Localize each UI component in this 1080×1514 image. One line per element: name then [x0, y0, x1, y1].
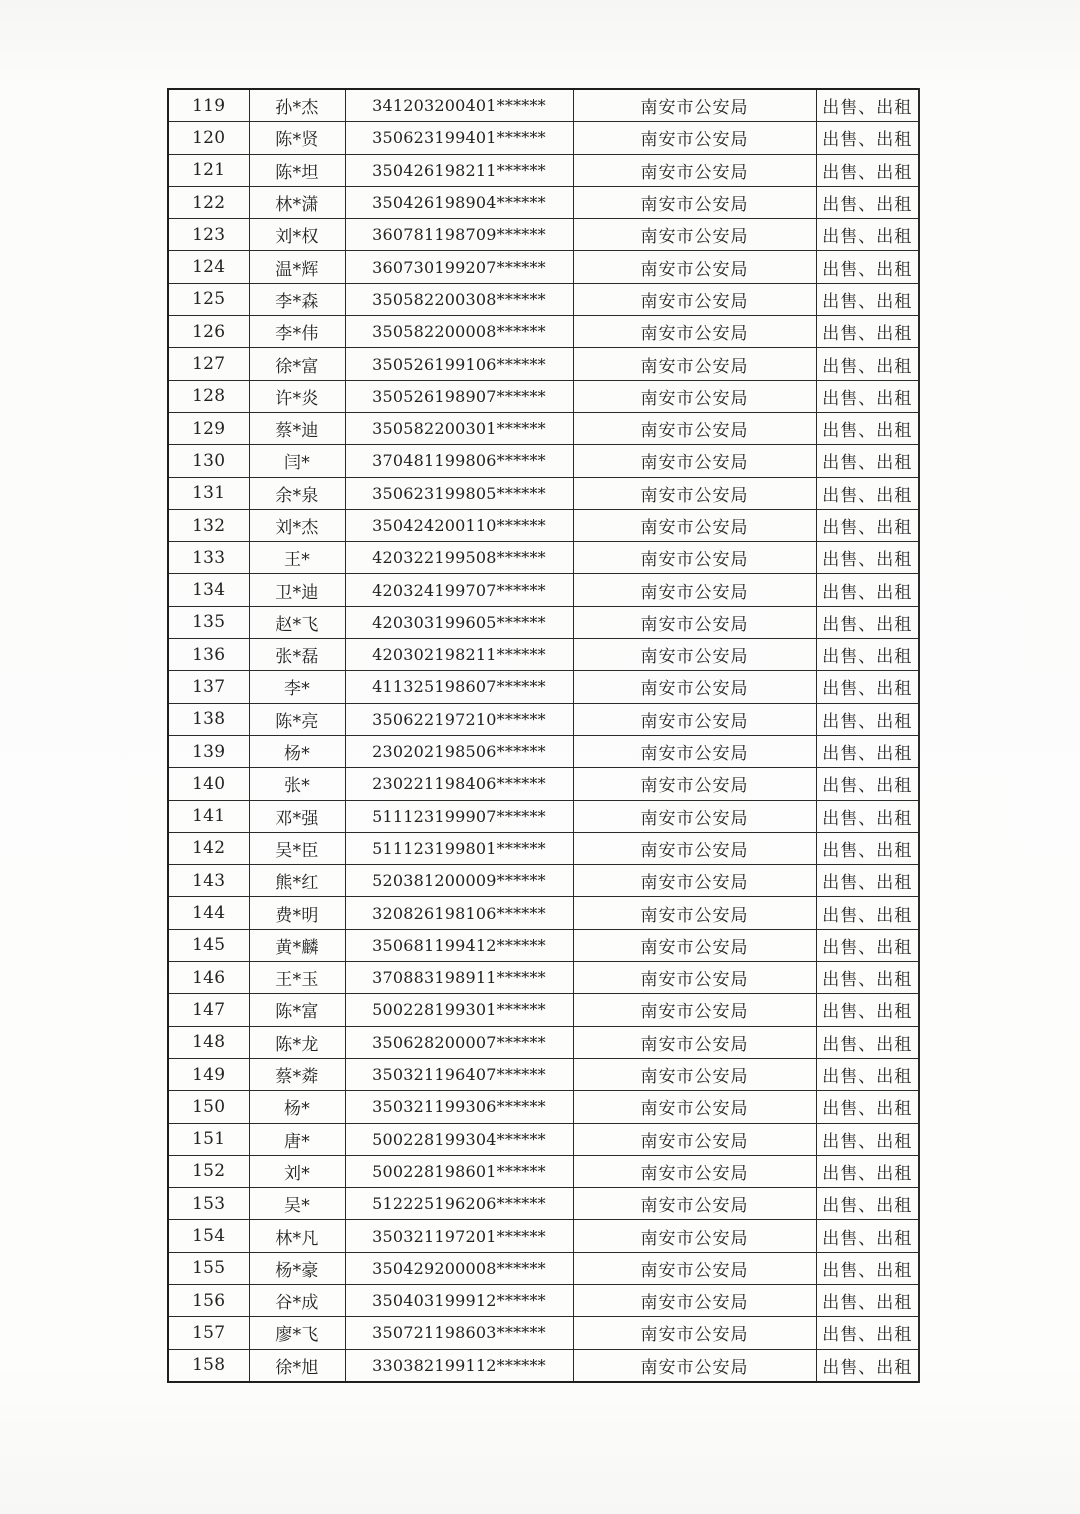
organization-cell: 南安市公安局 — [573, 348, 816, 380]
organization-cell: 南安市公安局 — [573, 897, 816, 929]
violation-type-cell: 出售、出租 — [816, 703, 919, 735]
organization-cell: 南安市公安局 — [573, 1091, 816, 1123]
id-number-cell: 420302198211****** — [345, 639, 573, 671]
organization-cell: 南安市公安局 — [573, 251, 816, 283]
table-row — [168, 542, 919, 574]
table-row — [168, 1317, 919, 1349]
table-row — [168, 1026, 919, 1058]
name-cell: 唐* — [249, 1123, 345, 1155]
organization-cell: 南安市公安局 — [573, 316, 816, 348]
table-row — [168, 186, 919, 218]
row-number-cell: 149 — [168, 1058, 249, 1090]
violation-type-cell: 出售、出租 — [816, 768, 919, 800]
table-row — [168, 994, 919, 1026]
row-number-cell: 158 — [168, 1349, 249, 1382]
name-cell: 邓*强 — [249, 800, 345, 832]
violation-type-cell: 出售、出租 — [816, 1220, 919, 1252]
name-cell: 廖*飞 — [249, 1317, 345, 1349]
id-number-cell: 350681199412****** — [345, 929, 573, 961]
violation-type-cell: 出售、出租 — [816, 606, 919, 638]
id-number-cell: 500228198601****** — [345, 1155, 573, 1187]
row-number-cell: 133 — [168, 542, 249, 574]
table-row — [168, 509, 919, 541]
row-number-cell: 145 — [168, 929, 249, 961]
violation-type-cell: 出售、出租 — [816, 122, 919, 154]
id-number-cell: 341203200401****** — [345, 89, 573, 122]
organization-cell: 南安市公安局 — [573, 122, 816, 154]
violation-type-cell: 出售、出租 — [816, 542, 919, 574]
table-row — [168, 671, 919, 703]
name-cell: 蔡*迪 — [249, 412, 345, 444]
table-row — [168, 800, 919, 832]
name-cell: 费*明 — [249, 897, 345, 929]
row-number-cell: 124 — [168, 251, 249, 283]
name-cell: 刘*杰 — [249, 509, 345, 541]
violation-type-cell: 出售、出租 — [816, 800, 919, 832]
table-row — [168, 703, 919, 735]
violation-type-cell: 出售、出租 — [816, 639, 919, 671]
row-number-cell: 156 — [168, 1284, 249, 1316]
id-number-cell: 500228199304****** — [345, 1123, 573, 1155]
row-number-cell: 146 — [168, 962, 249, 994]
name-cell: 徐*旭 — [249, 1349, 345, 1382]
id-number-cell: 350321196407****** — [345, 1058, 573, 1090]
violation-type-cell: 出售、出租 — [816, 671, 919, 703]
name-cell: 陈*富 — [249, 994, 345, 1026]
name-cell: 赵*飞 — [249, 606, 345, 638]
table-row — [168, 1058, 919, 1090]
organization-cell: 南安市公安局 — [573, 994, 816, 1026]
name-cell: 杨*豪 — [249, 1252, 345, 1284]
id-number-cell: 511123199801****** — [345, 832, 573, 864]
table-row — [168, 639, 919, 671]
table-row — [168, 283, 919, 315]
organization-cell: 南安市公安局 — [573, 1349, 816, 1382]
row-number-cell: 127 — [168, 348, 249, 380]
violation-type-cell: 出售、出租 — [816, 348, 919, 380]
violation-type-cell: 出售、出租 — [816, 962, 919, 994]
row-number-cell: 125 — [168, 283, 249, 315]
row-number-cell: 140 — [168, 768, 249, 800]
name-cell: 张*磊 — [249, 639, 345, 671]
id-number-cell: 350623199805****** — [345, 477, 573, 509]
id-number-cell: 350628200007****** — [345, 1026, 573, 1058]
violation-type-cell: 出售、出租 — [816, 994, 919, 1026]
row-number-cell: 154 — [168, 1220, 249, 1252]
violation-type-cell: 出售、出租 — [816, 1349, 919, 1382]
organization-cell: 南安市公安局 — [573, 1284, 816, 1316]
name-cell: 孙*杰 — [249, 89, 345, 122]
violation-type-cell: 出售、出租 — [816, 865, 919, 897]
table-row — [168, 445, 919, 477]
violation-type-cell: 出售、出租 — [816, 1252, 919, 1284]
name-cell: 许*炎 — [249, 380, 345, 412]
row-number-cell: 120 — [168, 122, 249, 154]
violation-type-cell: 出售、出租 — [816, 316, 919, 348]
organization-cell: 南安市公安局 — [573, 929, 816, 961]
name-cell: 闫* — [249, 445, 345, 477]
record-table-container — [167, 88, 918, 1383]
id-number-cell: 411325198607****** — [345, 671, 573, 703]
id-number-cell: 360730199207****** — [345, 251, 573, 283]
organization-cell: 南安市公安局 — [573, 186, 816, 218]
violation-type-cell: 出售、出租 — [816, 897, 919, 929]
row-number-cell: 142 — [168, 832, 249, 864]
organization-cell: 南安市公安局 — [573, 606, 816, 638]
organization-cell: 南安市公安局 — [573, 477, 816, 509]
name-cell: 陈*坦 — [249, 154, 345, 186]
row-number-cell: 135 — [168, 606, 249, 638]
organization-cell: 南安市公安局 — [573, 1155, 816, 1187]
id-number-cell: 350582200308****** — [345, 283, 573, 315]
violation-type-cell: 出售、出租 — [816, 1155, 919, 1187]
row-number-cell: 147 — [168, 994, 249, 1026]
row-number-cell: 152 — [168, 1155, 249, 1187]
row-number-cell: 119 — [168, 89, 249, 122]
organization-cell: 南安市公安局 — [573, 219, 816, 251]
violation-type-cell: 出售、出租 — [816, 735, 919, 767]
id-number-cell: 370481199806****** — [345, 445, 573, 477]
table-row — [168, 251, 919, 283]
name-cell: 温*辉 — [249, 251, 345, 283]
row-number-cell: 137 — [168, 671, 249, 703]
id-number-cell: 350622197210****** — [345, 703, 573, 735]
name-cell: 卫*迪 — [249, 574, 345, 606]
table-row — [168, 89, 919, 122]
organization-cell: 南安市公安局 — [573, 542, 816, 574]
record-table-body — [168, 89, 919, 1382]
name-cell: 吴*臣 — [249, 832, 345, 864]
table-row — [168, 962, 919, 994]
violation-type-cell: 出售、出租 — [816, 1284, 919, 1316]
organization-cell: 南安市公安局 — [573, 380, 816, 412]
row-number-cell: 129 — [168, 412, 249, 444]
organization-cell: 南安市公安局 — [573, 1252, 816, 1284]
id-number-cell: 350424200110****** — [345, 509, 573, 541]
id-number-cell: 230202198506****** — [345, 735, 573, 767]
id-number-cell: 512225196206****** — [345, 1188, 573, 1220]
id-number-cell: 370883198911****** — [345, 962, 573, 994]
violation-type-cell: 出售、出租 — [816, 89, 919, 122]
violation-type-cell: 出售、出租 — [816, 380, 919, 412]
table-row — [168, 929, 919, 961]
id-number-cell: 350526199106****** — [345, 348, 573, 380]
id-number-cell: 420322199508****** — [345, 542, 573, 574]
violation-type-cell: 出售、出租 — [816, 1317, 919, 1349]
violation-type-cell: 出售、出租 — [816, 1188, 919, 1220]
violation-type-cell: 出售、出租 — [816, 1058, 919, 1090]
table-row — [168, 219, 919, 251]
row-number-cell: 138 — [168, 703, 249, 735]
name-cell: 李* — [249, 671, 345, 703]
row-number-cell: 136 — [168, 639, 249, 671]
name-cell: 李*伟 — [249, 316, 345, 348]
id-number-cell: 350429200008****** — [345, 1252, 573, 1284]
violation-type-cell: 出售、出租 — [816, 219, 919, 251]
table-row — [168, 768, 919, 800]
id-number-cell: 350403199912****** — [345, 1284, 573, 1316]
organization-cell: 南安市公安局 — [573, 735, 816, 767]
name-cell: 刘* — [249, 1155, 345, 1187]
table-row — [168, 865, 919, 897]
violation-type-cell: 出售、出租 — [816, 477, 919, 509]
name-cell: 熊*红 — [249, 865, 345, 897]
violation-type-cell: 出售、出租 — [816, 1123, 919, 1155]
organization-cell: 南安市公安局 — [573, 1188, 816, 1220]
row-number-cell: 122 — [168, 186, 249, 218]
id-number-cell: 350582200301****** — [345, 412, 573, 444]
table-row — [168, 574, 919, 606]
organization-cell: 南安市公安局 — [573, 412, 816, 444]
organization-cell: 南安市公安局 — [573, 509, 816, 541]
organization-cell: 南安市公安局 — [573, 1317, 816, 1349]
violation-type-cell: 出售、出租 — [816, 509, 919, 541]
id-number-cell: 350321199306****** — [345, 1091, 573, 1123]
row-number-cell: 126 — [168, 316, 249, 348]
organization-cell: 南安市公安局 — [573, 639, 816, 671]
id-number-cell: 350721198603****** — [345, 1317, 573, 1349]
id-number-cell: 350426198211****** — [345, 154, 573, 186]
violation-type-cell: 出售、出租 — [816, 929, 919, 961]
name-cell: 李*森 — [249, 283, 345, 315]
name-cell: 张* — [249, 768, 345, 800]
table-row — [168, 1284, 919, 1316]
name-cell: 陈*亮 — [249, 703, 345, 735]
id-number-cell: 360781198709****** — [345, 219, 573, 251]
name-cell: 林*凡 — [249, 1220, 345, 1252]
row-number-cell: 151 — [168, 1123, 249, 1155]
name-cell: 蔡*粦 — [249, 1058, 345, 1090]
row-number-cell: 134 — [168, 574, 249, 606]
name-cell: 陈*贤 — [249, 122, 345, 154]
table-row — [168, 1252, 919, 1284]
organization-cell: 南安市公安局 — [573, 832, 816, 864]
table-row — [168, 735, 919, 767]
name-cell: 王*玉 — [249, 962, 345, 994]
row-number-cell: 157 — [168, 1317, 249, 1349]
row-number-cell: 150 — [168, 1091, 249, 1123]
table-row — [168, 897, 919, 929]
name-cell: 杨* — [249, 735, 345, 767]
table-row — [168, 1220, 919, 1252]
table-row — [168, 606, 919, 638]
row-number-cell: 148 — [168, 1026, 249, 1058]
violation-type-cell: 出售、出租 — [816, 186, 919, 218]
row-number-cell: 130 — [168, 445, 249, 477]
name-cell: 林*潇 — [249, 186, 345, 218]
id-number-cell: 350426198904****** — [345, 186, 573, 218]
id-number-cell: 230221198406****** — [345, 768, 573, 800]
name-cell: 吴* — [249, 1188, 345, 1220]
violation-type-cell: 出售、出租 — [816, 1026, 919, 1058]
violation-type-cell: 出售、出租 — [816, 283, 919, 315]
violation-type-cell: 出售、出租 — [816, 154, 919, 186]
table-row — [168, 477, 919, 509]
name-cell: 王* — [249, 542, 345, 574]
row-number-cell: 144 — [168, 897, 249, 929]
row-number-cell: 143 — [168, 865, 249, 897]
organization-cell: 南安市公安局 — [573, 445, 816, 477]
id-number-cell: 330382199112****** — [345, 1349, 573, 1382]
table-row — [168, 1188, 919, 1220]
row-number-cell: 128 — [168, 380, 249, 412]
name-cell: 谷*成 — [249, 1284, 345, 1316]
violation-type-cell: 出售、出租 — [816, 574, 919, 606]
id-number-cell: 350321197201****** — [345, 1220, 573, 1252]
id-number-cell: 511123199907****** — [345, 800, 573, 832]
organization-cell: 南安市公安局 — [573, 574, 816, 606]
table-row — [168, 412, 919, 444]
organization-cell: 南安市公安局 — [573, 671, 816, 703]
row-number-cell: 121 — [168, 154, 249, 186]
table-row — [168, 1091, 919, 1123]
table-row — [168, 1123, 919, 1155]
organization-cell: 南安市公安局 — [573, 283, 816, 315]
id-number-cell: 420324199707****** — [345, 574, 573, 606]
row-number-cell: 153 — [168, 1188, 249, 1220]
table-row — [168, 1349, 919, 1382]
table-row — [168, 316, 919, 348]
name-cell: 刘*权 — [249, 219, 345, 251]
id-number-cell: 350526198907****** — [345, 380, 573, 412]
row-number-cell: 131 — [168, 477, 249, 509]
organization-cell: 南安市公安局 — [573, 703, 816, 735]
table-row — [168, 380, 919, 412]
violation-type-cell: 出售、出租 — [816, 1091, 919, 1123]
row-number-cell: 155 — [168, 1252, 249, 1284]
organization-cell: 南安市公安局 — [573, 1123, 816, 1155]
violation-type-cell: 出售、出租 — [816, 832, 919, 864]
table-row — [168, 832, 919, 864]
id-number-cell: 420303199605****** — [345, 606, 573, 638]
table-row — [168, 122, 919, 154]
organization-cell: 南安市公安局 — [573, 1026, 816, 1058]
name-cell: 陈*龙 — [249, 1026, 345, 1058]
organization-cell: 南安市公安局 — [573, 154, 816, 186]
organization-cell: 南安市公安局 — [573, 1220, 816, 1252]
violation-type-cell: 出售、出租 — [816, 251, 919, 283]
id-number-cell: 320826198106****** — [345, 897, 573, 929]
row-number-cell: 132 — [168, 509, 249, 541]
id-number-cell: 520381200009****** — [345, 865, 573, 897]
name-cell: 黄*麟 — [249, 929, 345, 961]
table-row — [168, 1155, 919, 1187]
row-number-cell: 141 — [168, 800, 249, 832]
organization-cell: 南安市公安局 — [573, 800, 816, 832]
organization-cell: 南安市公安局 — [573, 89, 816, 122]
record-table — [167, 88, 920, 1383]
name-cell: 余*泉 — [249, 477, 345, 509]
organization-cell: 南安市公安局 — [573, 865, 816, 897]
organization-cell: 南安市公安局 — [573, 962, 816, 994]
id-number-cell: 350582200008****** — [345, 316, 573, 348]
table-row — [168, 154, 919, 186]
violation-type-cell: 出售、出租 — [816, 445, 919, 477]
name-cell: 杨* — [249, 1091, 345, 1123]
organization-cell: 南安市公安局 — [573, 1058, 816, 1090]
name-cell: 徐*富 — [249, 348, 345, 380]
table-row — [168, 348, 919, 380]
id-number-cell: 500228199301****** — [345, 994, 573, 1026]
row-number-cell: 139 — [168, 735, 249, 767]
violation-type-cell: 出售、出租 — [816, 412, 919, 444]
id-number-cell: 350623199401****** — [345, 122, 573, 154]
row-number-cell: 123 — [168, 219, 249, 251]
organization-cell: 南安市公安局 — [573, 768, 816, 800]
